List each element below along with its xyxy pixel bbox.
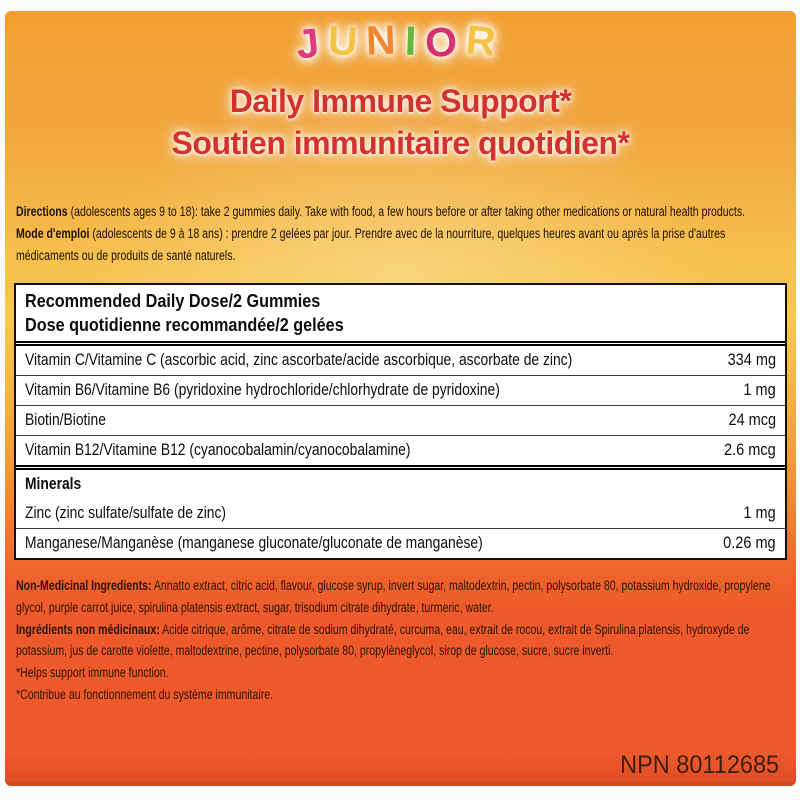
junior-letter: R [464, 16, 507, 66]
dose-table-header [16, 285, 785, 340]
row-value: 1 mg [743, 380, 776, 399]
directions-en: Directions (adolescents ages 9 to 18): take 2 gummies daily. Take with food, a few hours before or after taking other medications or natural health products. [16, 204, 746, 219]
product-title-fr: Soutien immunitaire quotidien* [171, 125, 630, 161]
junior-letter: N [365, 16, 406, 64]
row-value: 24 mcg [728, 410, 776, 429]
product-title-en: Daily Immune Support* [229, 83, 572, 119]
row-name: Zinc (zinc sulfate/sulfate de zinc) [25, 504, 227, 523]
non-medicinal-section [16, 575, 786, 706]
table-row-zinc [16, 499, 785, 529]
row-name: Biotin/Biotine [25, 410, 106, 429]
label-background [5, 11, 796, 786]
table-row-biotin [16, 406, 785, 436]
row-name: Vitamin B12/Vitamine B12 (cyanocobalamin/cyanocobalamine) [25, 440, 411, 459]
row-name: Vitamin C/Vitamine C (ascorbic acid, zinc ascorbate/acide ascorbique, ascorbate de zinc) [25, 350, 573, 369]
non-medicinal-fr: Ingrédients non médicinaux: Acide citrique, arôme, citrate de sodium dihydraté, curcuma, eau, extrait de rocou, extrait de Spirulina platensis, hydroxyde de potassium, jus de carotte violette, maltodextrine, pectine, polysorbate 80, propylèneglycol, sirop de glucose, sucre, sucre inverti. [16, 621, 750, 659]
junior-logo [5, 16, 796, 68]
table-row-vitamin-c [16, 346, 785, 376]
directions-section [16, 201, 786, 267]
junior-letter: J [293, 18, 331, 68]
dose-table [14, 283, 787, 560]
non-medicinal-fr-label: Ingrédients non médicinaux: [16, 621, 160, 637]
npn-number: NPN 80112685 [620, 751, 779, 779]
row-value: 2.6 mcg [724, 440, 776, 459]
footnote-fr: *Contribue au fonctionnement du système immunitaire. [16, 686, 274, 702]
junior-letter: I [404, 17, 427, 65]
minerals-header: Minerals [25, 475, 82, 494]
row-value: 0.26 mg [723, 534, 776, 553]
row-value: 1 mg [743, 504, 776, 523]
dose-header-fr: Dose quotidienne recommandée/2 gelées [25, 314, 344, 335]
directions-en-label: Directions [16, 204, 68, 219]
row-value: 334 mg [727, 350, 776, 369]
table-row-manganese [16, 529, 785, 558]
table-row-vitamin-b12 [16, 436, 785, 465]
directions-fr-label: Mode d'emploi [16, 226, 90, 241]
table-row-minerals-header [16, 470, 785, 499]
table-row-vitamin-b6 [16, 376, 785, 406]
junior-letter: U [326, 17, 368, 65]
footnote-en: *Helps support immune function. [16, 665, 169, 681]
junior-letter: O [424, 17, 468, 67]
row-name: Manganese/Manganèse (manganese gluconate/gluconate de manganèse) [25, 534, 483, 553]
row-name: Vitamin B6/Vitamine B6 (pyridoxine hydrochloride/chlorhydrate de pyridoxine) [25, 380, 500, 399]
dose-header-en: Recommended Daily Dose/2 Gummies [25, 291, 321, 311]
directions-fr: Mode d'emploi (adolescents de 9 à 18 ans) : prendre 2 gelées par jour. Prendre avec de la nourriture, quelques heures avant ou après la prise d'autres médicaments ou de produits de santé naturels. [16, 226, 726, 263]
non-medicinal-en: Non-Medicinal Ingredients: Annatto extract, citric acid, flavour, glucose syrup, invert sugar, maltodextrin, pectin, polysorbate 80, potassium hydroxide, propylene glycol, purple carrot juice, spirulina platensis extract, sugar, trisodium citrate dihydrate, turmeric, water. [16, 578, 771, 615]
non-medicinal-en-label: Non-Medicinal Ingredients: [16, 578, 152, 593]
